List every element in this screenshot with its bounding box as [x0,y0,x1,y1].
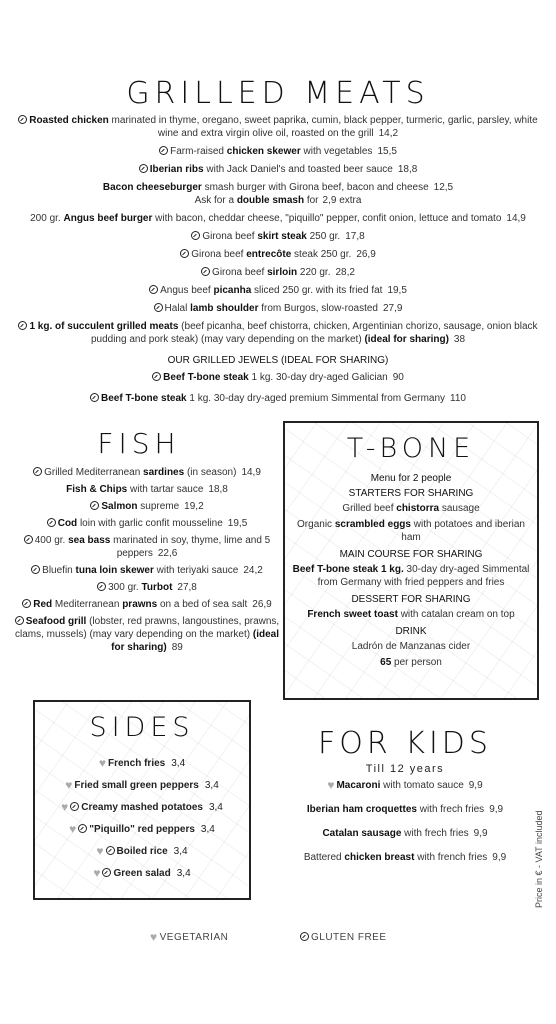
kids-item [285,827,525,840]
item-note: (ideal for sharing) [111,629,279,653]
starters-heading: STARTERS FOR SHARING [348,488,474,499]
fish-item [12,517,282,530]
item-prefix: Girona beef [202,231,258,242]
item-desc: smash burger with Girona beef, bacon and cheese [201,182,429,193]
item-price: 18,8 [397,164,418,175]
sides-box [33,700,251,900]
item-prefix: Girona beef [212,267,268,278]
grilled-item [18,145,538,158]
gluten-free-icon [78,824,87,833]
item-price: 110 [450,393,466,404]
item-price: 90 [392,372,404,383]
t-bone-title: T-BONE [346,433,476,464]
gluten-free-icon [191,231,200,240]
side-item [35,867,249,880]
item-desc: with teriyaki sauce [153,565,239,576]
item-price: 18,8 [208,484,228,495]
item-desc: with french fries [414,852,488,863]
item-name: sea bass [68,535,111,546]
item-name: Roasted chicken [29,115,109,126]
item-prefix: Battered [303,852,345,863]
item-prefix: Angus beef [160,285,214,296]
item-prefix: Halal [164,303,191,314]
item-name: chicken breast [344,852,415,863]
item-desc: 220 gr. [297,267,331,278]
item-price: 14,9 [241,467,261,478]
item-desc: with tartar sauce [127,484,204,495]
sides-list [35,757,249,880]
gluten-free-icon [180,249,189,258]
item-prefix: Farm-raised [170,146,227,157]
grilled-item [18,266,538,279]
gluten-free-icon [97,582,106,591]
kids-list [285,779,525,864]
t-bone-box [283,421,539,700]
side-name: French fries [107,758,166,769]
starter-eggs: Organic scrambled eggs with potatoes and iberian ham [297,519,525,543]
fish-item [12,500,282,513]
item-name: Angus beef burger [63,213,153,224]
item-price: 19,2 [184,501,204,512]
item-name: Catalan sausage [322,828,402,839]
item-desc: 1 kg. 30-day dry-aged premium Simmental from Germany [186,393,446,404]
gluten-free-icon [70,802,79,811]
side-price: 3,4 [200,824,215,835]
heart-icon: ♥ [65,778,73,792]
grilled-meats-list [18,114,538,405]
drink-item: Ladrón de Manzanas cider [351,641,471,652]
item-price: 27,9 [382,303,403,314]
side-item [35,757,249,770]
extra-post: for [304,195,319,206]
fish-title: FISH [97,427,181,460]
item-desc-2: (in season) [184,467,237,478]
item-desc: supreme [137,501,180,512]
item-name: picanha [213,285,252,296]
gluten-free-icon [300,932,309,941]
fish-item [12,564,282,577]
item-prefix: 400 gr. [34,535,69,546]
side-name: Boiled rice [116,846,168,857]
item-desc: (beef picanha, beef chistorra, chicken, Argentinian chorizo, sausage, onion black pudding and pork steak) (may vary depending on the market) [90,321,538,345]
item-price: 26,9 [252,599,272,610]
heart-icon: ♥ [61,800,69,814]
side-name: "Piquillo" red peppers [89,824,195,835]
kids-title: FOR KIDS [318,726,492,761]
item-desc: 250 gr. [306,231,341,242]
item-price: 38 [453,334,466,345]
item-desc: with vegetables [300,146,373,157]
item-name: Turbot [141,582,173,593]
gluten-free-icon [15,616,24,625]
side-item [35,801,249,814]
item-price: 9,9 [489,804,504,815]
item-name: Iberian ribs [149,164,204,175]
gluten-free-icon [31,565,40,574]
gluten-free-icon [90,501,99,510]
kids-item [285,779,525,792]
item-price: 9,9 [473,828,488,839]
jewel-item [18,392,538,405]
grilled-item [18,284,538,297]
extra-name: double smash [236,195,305,206]
item-price: 19,5 [227,518,248,529]
side-name: Fried small green peppers [74,780,199,791]
item-price: 27,8 [177,582,197,593]
side-price: 3,4 [171,758,186,769]
dessert-item: French sweet toast with catalan cream on top [307,609,515,620]
fish-item [12,466,282,479]
item-name: Fish & Chips [66,484,128,495]
item-prefix: Grilled [44,467,76,478]
item-price: 14,2 [378,128,399,139]
side-name: Green salad [113,868,171,879]
side-item [35,845,249,858]
item-price: 89 [171,642,183,653]
item-price: 12,5 [433,182,454,193]
item-name: Macaroni [336,780,381,791]
heart-icon: ♥ [96,844,104,858]
fish-item [12,615,282,654]
gluten-free-icon [149,285,158,294]
item-desc: marinated in thyme, oregano, sweet paprika, cumin, black pepper, turmeric, garlic, parsley, white wine and extra virgin olive oil, roasted on the grill [108,115,538,139]
side-price: 3,4 [173,846,188,857]
item-desc: sliced 250 gr. with its fried fat [251,285,383,296]
item-name: Beef T-bone steak [163,372,249,383]
side-price: 3,4 [176,868,191,879]
item-name: lamb shoulder [190,303,259,314]
heart-icon: ♥ [98,756,106,770]
side-item [35,779,249,792]
grilled-item [18,230,538,243]
fish-item [12,598,282,611]
item-name: Iberian ham croquettes [306,804,417,815]
grilled-item [18,181,538,207]
item-price: 15,5 [377,146,397,157]
heart-icon: ♥ [150,930,158,944]
heart-icon: ♥ [69,822,77,836]
item-desc: with frech fries [401,828,469,839]
side-item [35,823,249,836]
gluten-free-icon [90,393,99,402]
fish-item [12,581,282,594]
gluten-free-icon [33,467,42,476]
gluten-free-icon [18,321,27,330]
side-name: Creamy mashed potatoes [81,802,203,813]
item-desc: from Burgos, slow-roasted [258,303,378,314]
kids-item [285,803,525,816]
gluten-free-icon [152,372,161,381]
item-name: Seafood grill [25,616,87,627]
gluten-free-icon [154,303,163,312]
gluten-free-icon [159,146,168,155]
item-name: Bacon cheeseburger [102,182,202,193]
item-price: 9,9 [468,780,483,791]
gluten-free-icon [18,115,27,124]
item-name-2: prawns [122,599,158,610]
item-note: (ideal for sharing) [364,334,449,345]
item-desc: marinated in soy, thyme, lime and 5 peppers [110,535,271,559]
item-name: tuna loin skewer [75,565,154,576]
item-name-2: sardines [143,467,185,478]
fish-list [12,466,282,654]
item-price: 19,5 [387,285,407,296]
grilled-item [18,212,538,225]
item-prefix: Girona beef [191,249,247,260]
heart-icon: ♥ [93,866,101,880]
item-desc: Mediterranean [52,599,123,610]
item-desc-2: on a bed of sea salt [157,599,248,610]
item-desc: loin with garlic confit mousseline [77,518,223,529]
gluten-free-icon [201,267,210,276]
grilled-item [18,163,538,176]
main-course-item: Beef T-bone steak 1 kg. 30-day dry-aged Simmental from Germany with fried peppers and fries [292,564,530,588]
item-name: entrecôte [246,249,292,260]
item-desc: 1 kg. 30-day dry-aged Galician [248,372,388,383]
legend-gluten-free: GLUTEN FREE [300,932,387,943]
heart-icon: ♥ [327,778,335,792]
item-price: 22,6 [157,548,178,559]
side-price: 3,4 [208,802,223,813]
item-prefix: Bluefin [42,565,76,576]
item-name: skirt steak [257,231,307,242]
grilled-item [18,302,538,315]
item-name: Cod [57,518,78,529]
item-price: 14,9 [506,213,526,224]
t-bone-price: 65 per person [380,657,442,668]
starter-chistorra: Grilled beef chistorra sausage [342,503,480,514]
grilled-meats-title: GRILLED MEATS [126,76,430,111]
dessert-heading: DESSERT FOR SHARING [351,594,471,605]
item-name: chicken skewer [226,146,301,157]
jewels-heading: OUR GRILLED JEWELS (IDEAL FOR SHARING) [167,355,389,366]
fish-item [12,534,282,560]
item-name: Red [33,599,53,610]
item-price: 26,9 [356,249,376,260]
gluten-free-icon [22,599,31,608]
item-price: 9,9 [492,852,507,863]
gluten-free-icon [102,868,111,877]
legend-vegetarian: ♥ VEGETARIAN [150,930,229,944]
gluten-free-icon [24,535,33,544]
item-prefix: 200 gr. [30,213,64,224]
sides-title: SIDES [89,712,195,743]
item-name: Salmon [101,501,138,512]
grilled-item [18,320,538,346]
grilled-item [18,248,538,261]
item-price: 17,8 [345,231,365,242]
item-desc: with bacon, cheddar cheese, "piquillo" pepper, confit onion, lettuce and tomato [152,213,502,224]
fish-item [12,483,282,496]
item-desc: steak 250 gr. [291,249,352,260]
grilled-item [18,114,538,140]
price-note: Price in € - VAT included [534,810,544,908]
kids-item [285,851,525,864]
item-desc: (lobster, red prawns, langoustines, prawns, clams, mussels) (may vary depending on the market) [15,616,280,640]
gluten-free-icon [106,846,115,855]
side-price: 3,4 [204,780,219,791]
gluten-free-icon [47,518,56,527]
item-name: sirloin [267,267,298,278]
kids-subtitle: Till 12 years [365,763,445,775]
extra-prefix: Ask for a [194,195,237,206]
menu-for-label: Menu for 2 people [370,473,452,484]
main-course-heading: MAIN COURSE FOR SHARING [339,549,483,560]
item-desc: with frech fries [416,804,485,815]
item-prefix: 300 gr. [108,582,142,593]
item-price: 28,2 [335,267,355,278]
extra-price: 2,9 extra [322,195,362,206]
item-name: Beef T-bone steak [101,393,187,404]
item-desc: with Jack Daniel's and toasted beer sauce [203,164,393,175]
item-price: 24,2 [243,565,263,576]
jewel-item [18,371,538,384]
item-desc: Mediterranean [75,467,144,478]
gluten-free-icon [139,164,148,173]
item-desc: with tomato sauce [380,780,464,791]
item-name: 1 kg. of succulent grilled meats [29,321,179,332]
drink-heading: DRINK [395,626,427,637]
